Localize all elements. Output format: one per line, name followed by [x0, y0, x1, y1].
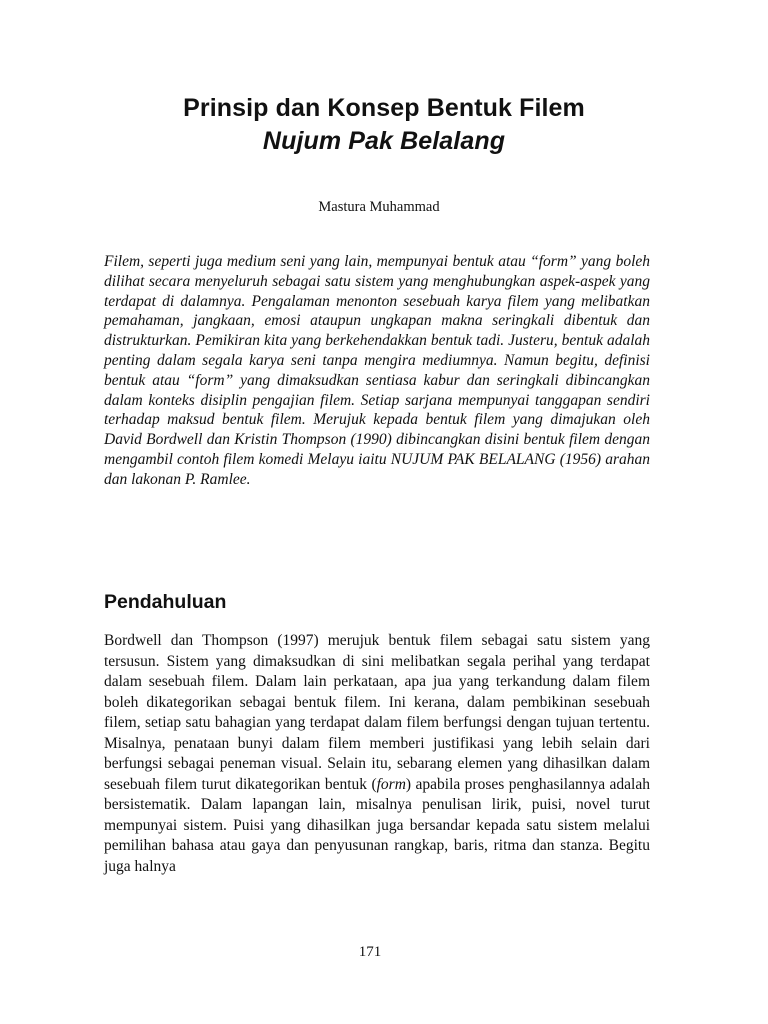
abstract-paragraph: Filem, seperti juga medium seni yang lain, mempunyai bentuk atau “form” yang boleh dilihat secara menyeluruh sebagai satu sistem yang menghubungkan aspek-aspek yang terdapat di dalamnya. Pengalaman menonton sesebuah karya filem yang melibatkan pemahaman, jangkaan, emosi ataupun ungkapan makna seringkali dibentuk dan distrukturkan. Pemikiran kita yang berkehendakkan bentuk tadi. Justeru, bentuk adalah penting dalam segala karya seni tanpa mengira mediumnya. Namun begitu, definisi bentuk atau “form” yang dimaksudkan sentiasa kabur dan seringkali dibincangkan dalam konteks disiplin pengajian filem. Setiap sarjana mempunyai tanggapan sendiri terhadap maksud bentuk filem. Merujuk kepada bentuk filem yang dimajukan oleh David Bordwell dan Kristin Thompson (1990) dibincangkan disini bentuk filem dengan mengambil contoh filem komedi Melayu iaitu NUJUM PAK BELALANG (1956) arahan dan lakonan P. Ramlee. — [104, 253, 650, 488]
body-paragraph — [104, 631, 650, 877]
article-subtitle-film-name: Nujum Pak Belalang — [262, 127, 506, 155]
body-text-part-1: Bordwell dan Thompson (1997) merujuk bentuk filem sebagai satu sistem yang tersusun. Sistem yang dimaksudkan di sini melibatkan segala perihal yang terdapat dalam sesebuah filem. Dalam lain perkataan, apa jua yang terkandung dalam filem boleh dikategorikan sebagai bentuk filem. Ini kerana, dalam pembikinan sesebuah filem, setiap satu bahagian yang terdapat dalam filem berfungsi dengan tujuan tertentu. Misalnya, penataan bunyi dalam filem memberi justifikasi yang lebih selain dari berfungsi sebagai peneman visual. Selain itu, sebarang elemen yang dihasilkan dalam sesebuah filem turut dikategorikan bentuk ( — [104, 632, 650, 793]
page-number: 171 — [358, 944, 382, 960]
section-heading: Pendahuluan — [104, 591, 227, 613]
author-name: Mastura Muhammad — [318, 199, 440, 215]
article-title: Prinsip dan Konsep Bentuk Filem — [183, 94, 585, 122]
body-text-part-2: ) apabila proses penghasilannya adalah bersistematik. Dalam lapangan lain, misalnya penulisan lirik, puisi, novel turut mempunyai sistem. Puisi yang dihasilkan juga bersandar kepada satu sistem melalui pemilihan bahasa atau gaya dan penyusunan rangkap, baris, ritma dan stanza. Begitu juga halnya — [104, 775, 650, 875]
body-text-form-term: form — [376, 775, 406, 793]
